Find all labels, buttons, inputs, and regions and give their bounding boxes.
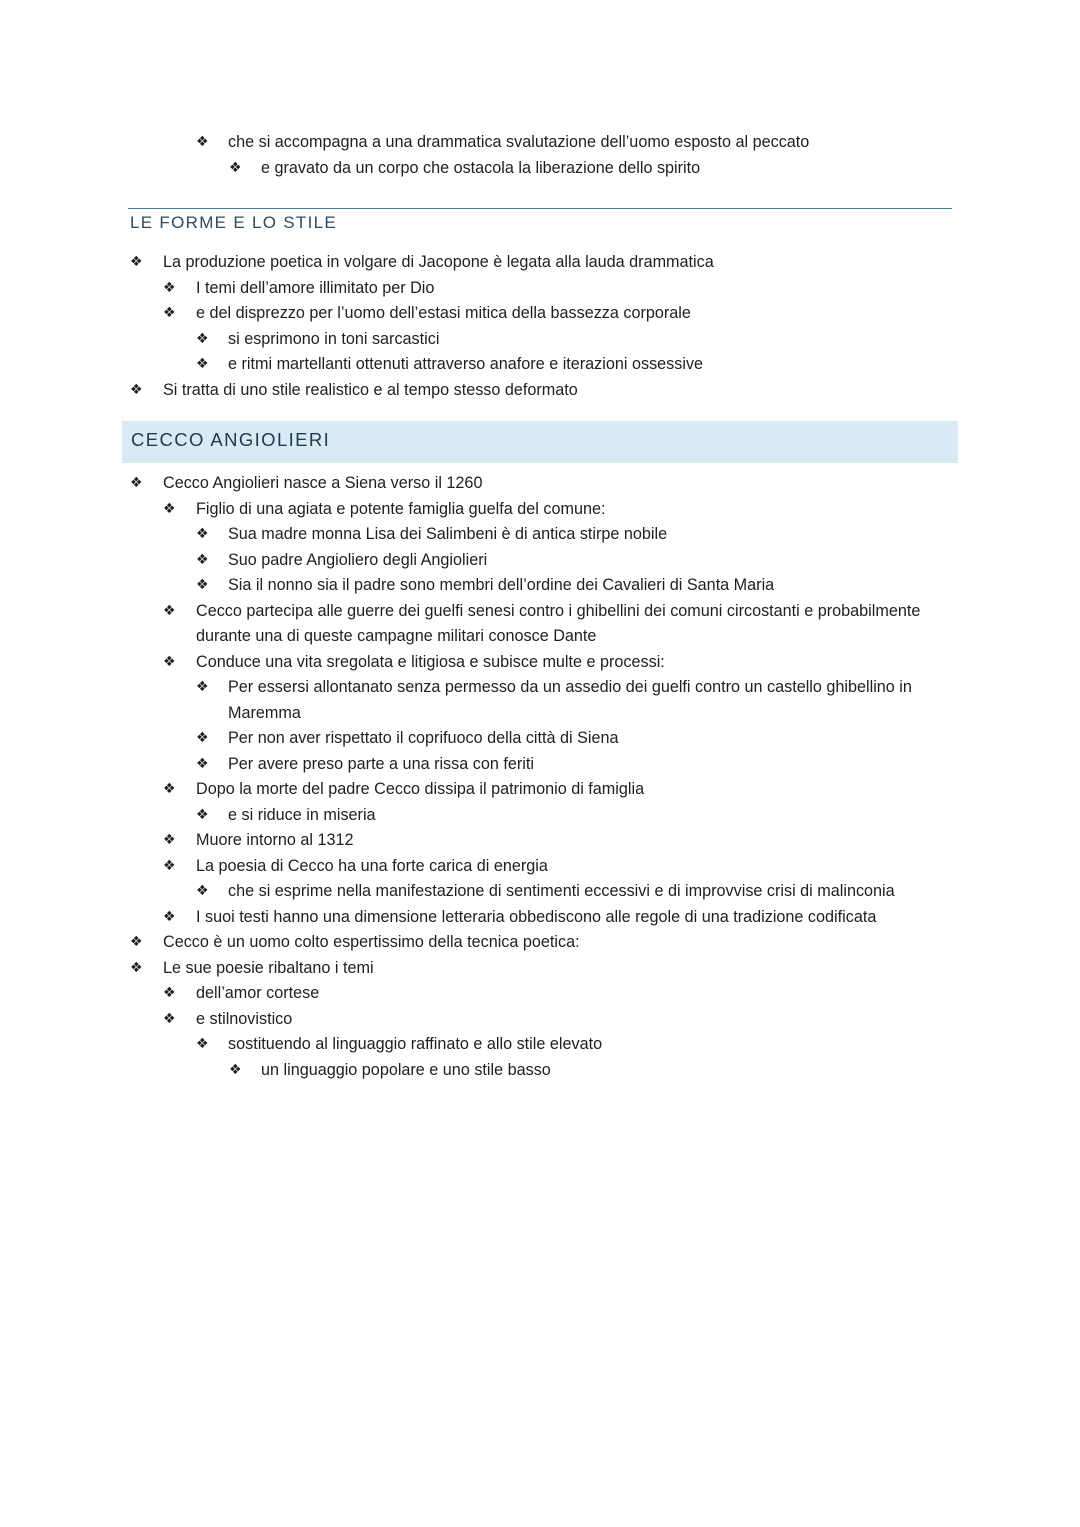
list-item-text: Cecco Angiolieri nasce a Siena verso il 1260 [163, 474, 483, 492]
section-rule [128, 208, 952, 209]
list-item-text: dell’amor cortese [196, 984, 320, 1002]
list-item-text: che si accompagna a una drammatica svalutazione dell’uomo esposto al peccato [228, 133, 810, 151]
diamond-bullet-icon: ❖ [163, 781, 176, 797]
list-item-text: Sua madre monna Lisa dei Salimbeni è di antica stirpe nobile [228, 525, 668, 543]
list-item [0, 879, 1080, 905]
list-item-text: e si riduce in miseria [228, 805, 376, 824]
diamond-bullet-icon: ❖ [163, 857, 176, 874]
list-item [0, 327, 1080, 353]
diamond-bullet-icon: ❖ [196, 330, 209, 347]
list-item [0, 276, 1080, 302]
list-item [0, 548, 1080, 574]
diamond-bullet-icon: ❖ [196, 755, 209, 772]
list-item-text: Cecco è un uomo colto espertissimo della tecnica poetica: [163, 933, 580, 951]
list-item [0, 726, 1080, 752]
list-item-text: e del disprezzo per l’uomo dell’estasi mitica della bassezza corporale [196, 304, 691, 322]
section-title-forme: LE FORME E LO STILE [130, 213, 338, 232]
list-item [0, 599, 1080, 650]
list-item [0, 130, 1080, 156]
diamond-bullet-icon: ❖ [196, 577, 209, 593]
diamond-bullet-icon: ❖ [196, 134, 209, 150]
list-item-text: Cecco partecipa alle guerre dei guelfi senesi contro i ghibellini dei comuni circostanti e probabilmente durante una di queste campagne militari conosce Dante [196, 601, 921, 645]
list-item-text: e ritmi martellanti ottenuti attraverso anafore e iterazioni ossessive [228, 355, 704, 373]
list-item [0, 301, 1080, 327]
diamond-bullet-icon: ❖ [130, 959, 143, 976]
list-item-text: e stilnovistico [196, 1009, 293, 1028]
diamond-bullet-icon: ❖ [229, 1061, 242, 1078]
list-item [0, 573, 1080, 599]
list-item [0, 650, 1080, 676]
list-item [0, 930, 1080, 956]
list-item [0, 378, 1080, 404]
list-item [0, 828, 1080, 854]
diamond-bullet-icon: ❖ [163, 1010, 176, 1027]
list-item-text: un linguaggio popolare e uno stile basso [261, 1060, 551, 1079]
list-item [0, 675, 1080, 726]
diamond-bullet-icon: ❖ [163, 602, 176, 619]
list-item-text: Si tratta di uno stile realistico e al tempo stesso deformato [163, 380, 578, 399]
list-item-text: La poesia di Cecco ha una forte carica di energia [196, 856, 548, 875]
diamond-bullet-icon: ❖ [163, 279, 176, 296]
diamond-bullet-icon: ❖ [130, 254, 143, 270]
list-item [0, 250, 1080, 276]
diamond-bullet-icon: ❖ [196, 730, 209, 746]
list-item [0, 1032, 1080, 1058]
diamond-bullet-icon: ❖ [163, 500, 176, 517]
list-item-text: Figlio di una agiata e potente famiglia guelfa del comune: [196, 499, 606, 518]
list-item [0, 854, 1080, 880]
list-item [0, 497, 1080, 523]
diamond-bullet-icon: ❖ [163, 305, 176, 321]
list-item-text: che si esprime nella manifestazione di sentimenti eccessivi e di improvvise crisi di malinconia [228, 882, 895, 900]
list-item [0, 956, 1080, 982]
list-item [0, 803, 1080, 829]
diamond-bullet-icon: ❖ [196, 806, 209, 823]
list-item-text: I temi dell’amore illimitato per Dio [196, 278, 435, 297]
list-item-text: si esprimono in toni sarcastici [228, 329, 440, 348]
list-item-text: Per essersi allontanato senza permesso da un assedio dei guelfi contro un castello ghibellino in Maremma [228, 678, 912, 722]
list-item-text: I suoi testi hanno una dimensione letteraria obbediscono alle regole di una tradizione codificata [196, 907, 877, 926]
diamond-bullet-icon: ❖ [196, 679, 209, 695]
list-item-text: Per non aver rispettato il coprifuoco della città di Siena [228, 729, 619, 747]
list-item-text: e gravato da un corpo che ostacola la liberazione dello spirito [261, 158, 701, 177]
list-item-text: Suo padre Angioliero degli Angiolieri [228, 550, 488, 569]
list-item-text: Muore intorno al 1312 [196, 831, 354, 849]
list-item [0, 352, 1080, 378]
diamond-bullet-icon: ❖ [196, 526, 209, 542]
diamond-bullet-icon: ❖ [196, 883, 209, 899]
list-item [0, 1058, 1080, 1084]
diamond-bullet-icon: ❖ [130, 475, 143, 491]
list-item-text: Sia il nonno sia il padre sono membri dell’ordine dei Cavalieri di Santa Maria [228, 576, 775, 594]
list-item [0, 752, 1080, 778]
diamond-bullet-icon: ❖ [163, 832, 176, 848]
list-item-text: sostituendo al linguaggio raffinato e allo stile elevato [228, 1035, 603, 1053]
diamond-bullet-icon: ❖ [130, 381, 143, 398]
diamond-bullet-icon: ❖ [130, 934, 143, 950]
diamond-bullet-icon: ❖ [163, 985, 176, 1001]
list-item-text: Le sue poesie ribaltano i temi [163, 958, 374, 977]
section-title-cecco: CECCO ANGIOLIERI [131, 429, 331, 450]
diamond-bullet-icon: ❖ [163, 653, 176, 670]
list-item [0, 471, 1080, 497]
diamond-bullet-icon: ❖ [163, 908, 176, 925]
list-item-text: Per avere preso parte a una rissa con feriti [228, 754, 534, 773]
diamond-bullet-icon: ❖ [196, 551, 209, 568]
list-item [0, 905, 1080, 931]
list-item-text: Dopo la morte del padre Cecco dissipa il patrimonio di famiglia [196, 780, 645, 798]
diamond-bullet-icon: ❖ [196, 1036, 209, 1052]
diamond-bullet-icon: ❖ [196, 356, 209, 372]
list-item [0, 156, 1080, 182]
list-item [0, 777, 1080, 803]
list-item-text: Conduce una vita sregolata e litigiosa e subisce multe e processi: [196, 652, 665, 671]
list-item [0, 981, 1080, 1007]
diamond-bullet-icon: ❖ [229, 159, 242, 176]
list-item-text: La produzione poetica in volgare di Jacopone è legata alla lauda drammatica [163, 253, 714, 271]
list-item [0, 1007, 1080, 1033]
list-item [0, 522, 1080, 548]
